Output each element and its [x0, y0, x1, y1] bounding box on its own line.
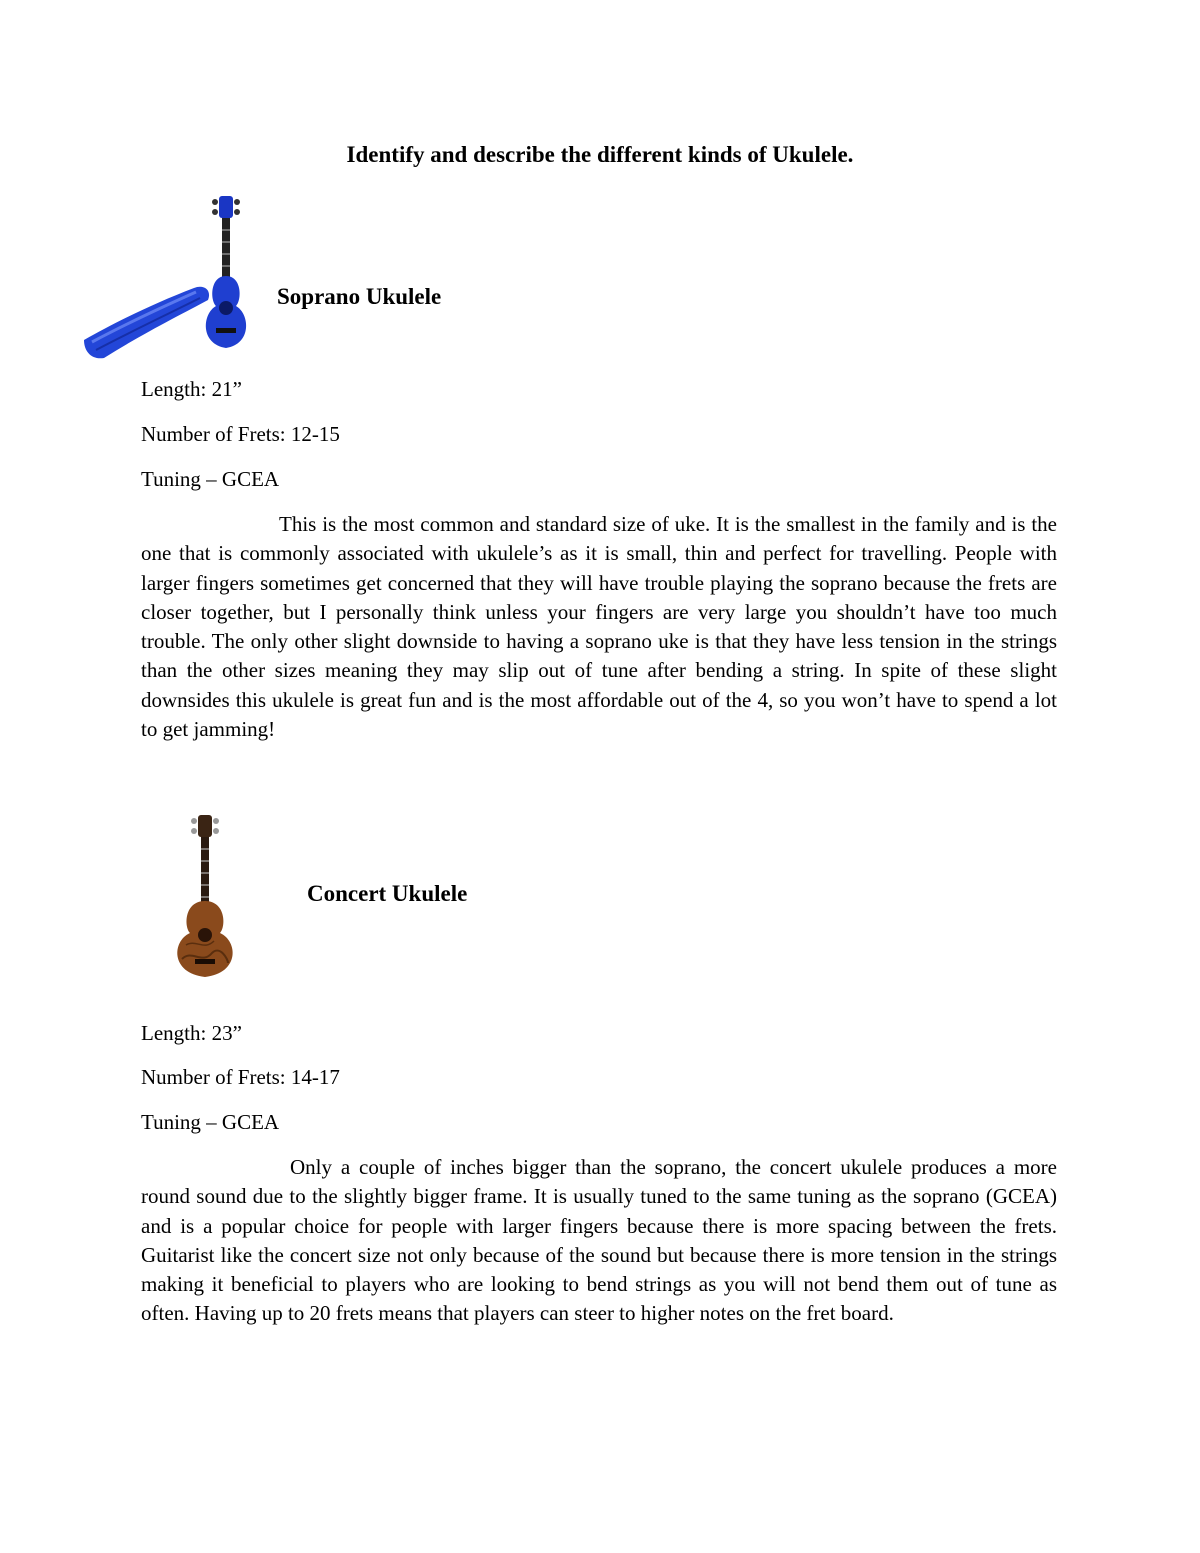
soprano-ukulele-image — [82, 192, 264, 360]
soprano-ukulele-icon — [82, 192, 264, 360]
concert-tuning: Tuning – GCEA — [141, 1110, 280, 1134]
soprano-tuning: Tuning – GCEA — [141, 467, 280, 491]
page-title: Identify and describe the different kinds of Ukulele. — [346, 142, 854, 167]
concert-ukulele-image — [168, 813, 242, 979]
concert-length: Length: 23” — [141, 1021, 242, 1045]
concert-description: Only a couple of inches bigger than the soprano, the concert ukulele produces a more round sound due to the slightly bigger frame. It is usually tuned to the same tuning as the soprano (GCEA) and is a popular choice for people with larger fingers because there is more spacing between the frets. Guitarist like the concert size not only because of the sound but because there is more tension in the strings making it beneficial to players who are looking to bend strings as you will not bend them out of tune as often. Having up to 20 frets means that players can steer to higher notes on the fret board. — [141, 1155, 1057, 1326]
concert-ukulele-icon — [168, 813, 242, 979]
soprano-heading: Soprano Ukulele — [277, 284, 442, 309]
soprano-length: Length: 21” — [141, 377, 242, 401]
concert-heading: Concert Ukulele — [307, 881, 468, 906]
soprano-description: This is the most common and standard size of uke. It is the smallest in the family and is the one that is commonly associated with ukulele’s as it is small, thin and perfect for travelling. People with larger fingers sometimes get concerned that they will have trouble playing the soprano because the frets are closer together, but I personally think unless your fingers are very large you shouldn’t have too much trouble. The only other slight downside to having a soprano uke is that they have less tension in the strings than the other sizes meaning they may slip out of tune after bending a string. In spite of these slight downsides this ukulele is great fun and is the most affordable out of the 4, so you won’t have to spend a lot to get jamming! — [141, 512, 1057, 742]
soprano-frets: Number of Frets: 12-15 — [141, 422, 340, 446]
concert-frets: Number of Frets: 14-17 — [141, 1065, 340, 1089]
